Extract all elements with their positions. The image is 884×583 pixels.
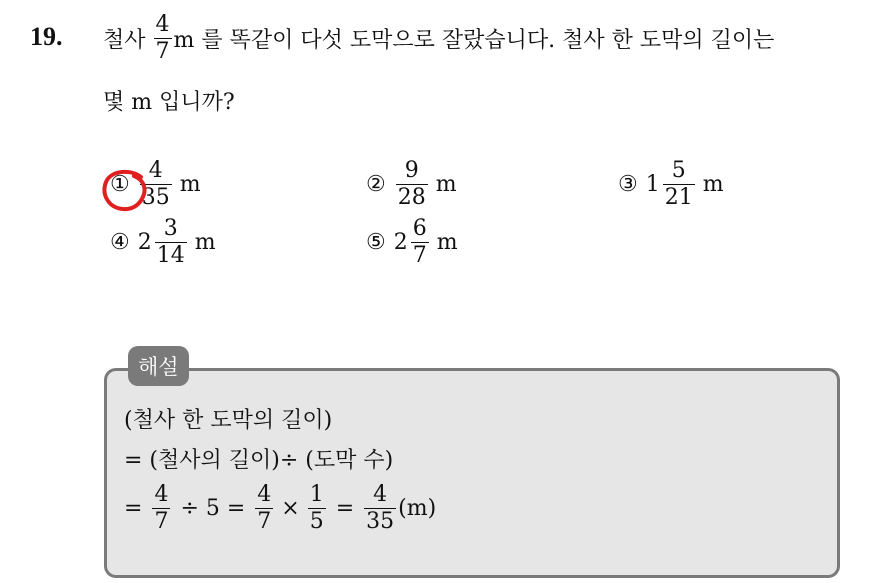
solution-line-2: = (철사의 길이)÷ (도막 수) xyxy=(124,448,394,473)
question-number: 19. xyxy=(30,22,63,51)
option-4[interactable] xyxy=(110,218,216,267)
fraction-1-denominator: 7 xyxy=(154,509,169,534)
question-text-a: 철사 xyxy=(103,28,146,53)
option-3-marker: ③ xyxy=(618,172,638,197)
solution-line-3 xyxy=(124,484,436,533)
fraction-4-denominator: 35 xyxy=(366,509,395,534)
fraction-2-denominator: 7 xyxy=(257,509,272,534)
fraction-numerator: 4 xyxy=(155,12,170,37)
fraction-2-numerator: 4 xyxy=(257,482,272,507)
option-5-whole: 2 xyxy=(393,230,408,255)
question-line-1 xyxy=(103,14,774,63)
fraction-3-denominator: 5 xyxy=(309,509,324,534)
option-2-numerator: 9 xyxy=(404,158,419,183)
option-2-fraction xyxy=(396,160,428,209)
option-3-denominator: 21 xyxy=(664,185,693,210)
option-4-fraction xyxy=(155,218,187,267)
solution-fraction-4 xyxy=(364,484,396,533)
option-4-numerator: 3 xyxy=(163,216,178,241)
solution-equals-2: = xyxy=(335,496,355,521)
fraction-3-numerator: 1 xyxy=(309,482,324,507)
option-4-denominator: 14 xyxy=(156,243,185,268)
option-1-numerator: 4 xyxy=(148,158,163,183)
option-3-fraction xyxy=(663,160,695,209)
solution-unit: (m) xyxy=(398,496,437,521)
option-5-fraction xyxy=(411,218,429,267)
option-2-unit: m xyxy=(435,172,457,197)
option-3-unit: m xyxy=(702,172,724,197)
option-4-whole: 2 xyxy=(137,230,152,255)
solution-fraction-3 xyxy=(308,484,326,533)
option-4-marker: ④ xyxy=(110,230,130,255)
solution-tag: 해설 xyxy=(128,346,189,386)
option-2-marker: ② xyxy=(366,172,386,197)
question-text-b: m 를 똑같이 다섯 도막으로 잘랐습니다. 철사 한 도막의 길이는 xyxy=(173,28,775,53)
option-5-numerator: 6 xyxy=(412,216,427,241)
solution-equals-1: = xyxy=(124,496,143,521)
option-3[interactable] xyxy=(618,160,724,209)
option-5-marker: ⑤ xyxy=(366,230,386,255)
solution-times: × xyxy=(281,496,300,521)
question-line-2: 몇 m 입니까? xyxy=(103,90,235,115)
option-3-numerator: 5 xyxy=(671,158,686,183)
option-1-denominator: 35 xyxy=(141,185,170,210)
option-5[interactable] xyxy=(366,218,458,267)
fraction-4-numerator: 4 xyxy=(373,482,388,507)
option-1-unit: m xyxy=(179,172,201,197)
solution-fraction-1 xyxy=(152,484,170,533)
question-fraction xyxy=(154,14,172,63)
option-4-unit: m xyxy=(194,230,216,255)
answer-circle-mark-icon xyxy=(101,168,153,214)
option-2-denominator: 28 xyxy=(397,185,426,210)
option-5-denominator: 7 xyxy=(412,243,427,268)
option-3-whole: 1 xyxy=(645,172,660,197)
solution-divide: ÷ 5 = xyxy=(180,496,246,521)
solution-fraction-2 xyxy=(255,484,273,533)
solution-line-1: (철사 한 도막의 길이) xyxy=(124,408,333,433)
fraction-denominator: 7 xyxy=(155,39,170,64)
fraction-1-numerator: 4 xyxy=(154,482,169,507)
option-2[interactable] xyxy=(366,160,457,209)
option-1-marker: ① xyxy=(110,172,130,197)
option-5-unit: m xyxy=(436,230,458,255)
